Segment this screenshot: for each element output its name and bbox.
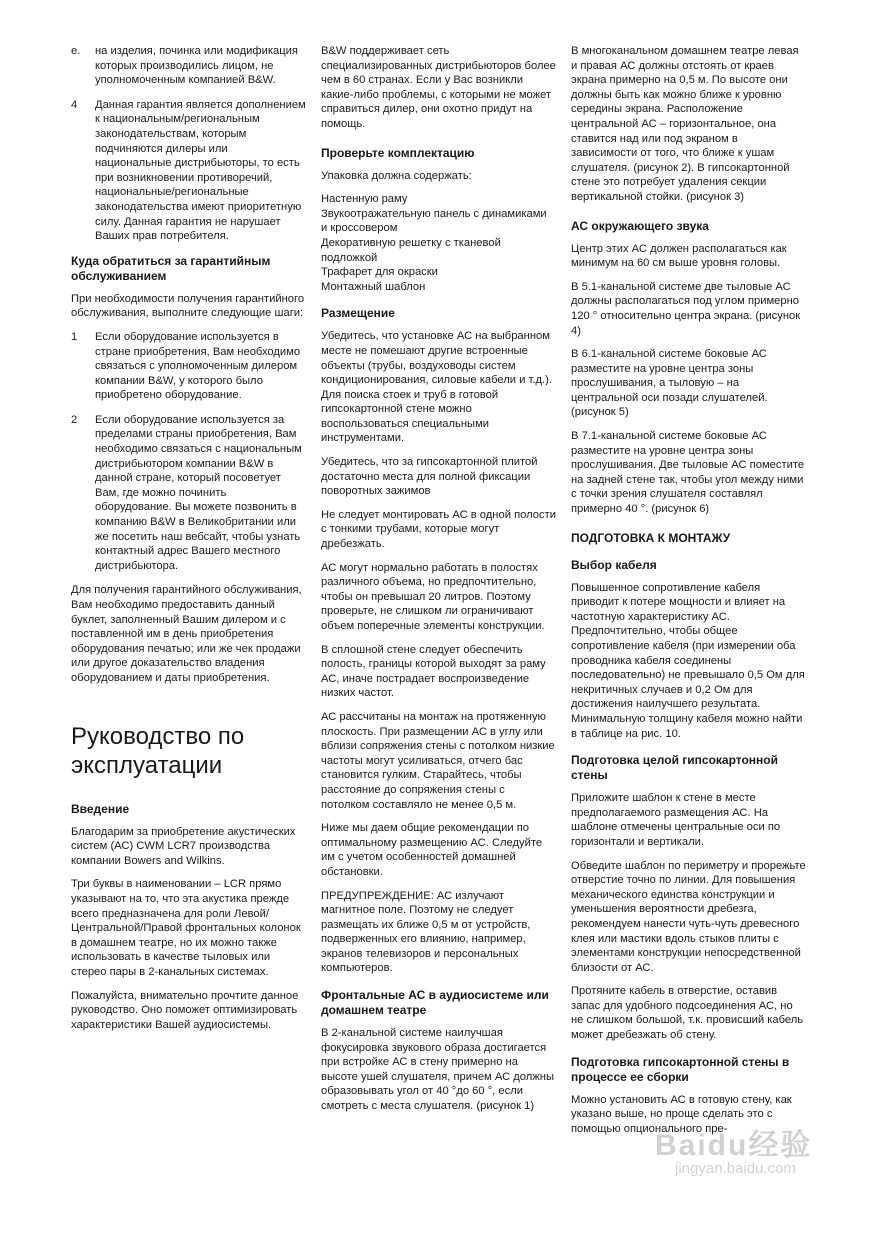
column-1: [71, 44, 306, 1041]
section-heading-cable-choice: Выбор кабеля: [571, 557, 657, 572]
paragraph: В сплошной стене следует обеспечить полость, границы которой выходят за раму АС, иначе пострадает воспроизведение низких частот.: [321, 643, 546, 700]
list-item: Трафарет для окраски: [321, 266, 438, 279]
section-heading-surround: АС окружающего звука: [571, 218, 709, 233]
paragraph: В 6.1-канальной системе боковые АС разместите на уровне центра зоны прослушивания, а тыловую – на центральной оси позади слушателей. (рисунок 5): [571, 348, 768, 419]
paragraph: Повышенное сопротивление кабеля приводит к потере мощности и влияет на частотную характеристику АС. Предпочтительно, чтобы общее сопротивление кабеля (при измерении оба проводника кабеля соединены последовательно) не превышало 0,5 Ом для некритичных случаев и 0,2 Ом для достижения наилучшего результата. Минимальную толщину кабеля можно найти в таблице на рис. 10.: [571, 581, 805, 740]
section-heading-intro: Введение: [71, 801, 130, 816]
list-text: Данная гарантия является дополнением к национальным/региональным законодательствам, которым подчиняются дилеры или национальные дистрибьюторы, то есть при возникновении противоречий, национальные/региональные законодательства имеют приоритетную силу. Данная гарантия не нарушает Ваших прав потребителя.: [95, 98, 306, 243]
list-marker: e.: [71, 45, 81, 57]
column-3: [571, 44, 806, 1145]
list-item: [71, 330, 306, 403]
section-heading-front-speakers: Фронтальные АС в аудиосистеме или домашнем театре: [321, 988, 549, 1018]
paragraph: B&W поддерживает сеть специализированных дистрибьюторов более чем в 60 странах. Если у Вас возникли какие-либо проблемы, с которыми не может справиться дилер, они охотно придут на помощь.: [321, 45, 556, 130]
list-item: Звукоотражательную панель с динамиками и кроссовером: [321, 207, 547, 235]
paragraph: В многоканальном домашнем театре левая и правая АС должны отстоять от краев экрана примерно на 0,5 м. По высоте они должны быть как можно ближе к уровню середины экрана. Расположение центральной АС – горизонтальное, она ставится над или под экраном в зависимости от того, что ближе к ушам слушателя. (рисунок 2). В гипсокартонной стене это потребует удаления секции вертикальной стойки. (рисунок 3): [571, 45, 799, 203]
paragraph: Для получения гарантийного обслуживания, Вам необходимо предоставить данный буклет, заполненный Вашим дилером и с поставленной им в день приобретения оборудования печатью; или же чек продажи или другое доказательство владения оборудованием и даты приобретения.: [71, 584, 302, 684]
section-heading-installation-prep: ПОДГОТОВКА К МОНТАЖУ: [571, 530, 731, 545]
paragraph: Благодарим за приобретение акустических систем (АС) CWM LCR7 производства компании Bowers and Wilkins.: [71, 825, 296, 867]
paragraph: В 2-канальной системе наилучшая фокусировка звукового образа достигается при встройке АС в стену примерно на высоте ушей слушателя, причем АС должны образовывать угол от 40 °до 60 °, если смотреть с места слушателя. (рисунок 1): [321, 1027, 554, 1113]
paragraph: Обведите шаблон по периметру и прорежьте отверстие точно по линии. Для повышения механического единства конструкции и уменьшения вероятности дребезга, рекомендуем нанести чуть-чуть древесного клея или мастики вдоль стыков плиты с элементами конструкции непосредственной близости от АС.: [571, 859, 806, 974]
paragraph: Приложите шаблон к стене в месте предполагаемого размещения АС. На шаблоне отмечены центральные оси по горизонтали и вертикали.: [571, 792, 781, 848]
paragraph: АС могут нормально работать в полостях различного объема, но предпочтительно, чтобы он превышал 20 литров. Поэтому проверьте, не слишком ли ограничивают объем поперечные элементы конструкции.: [321, 561, 545, 632]
list-text: Если оборудование используется в стране приобретения, Вам необходимо связаться с уполномоченным дилером компании B&W, у которого было приобретено оборудование.: [95, 330, 301, 402]
section-heading-warranty-service: Куда обратиться за гарантийным обслуживанием: [71, 253, 271, 283]
contents-list: [321, 192, 556, 294]
list-item: Монтажный шаблон: [321, 280, 426, 293]
list-text: на изделия, починка или модификация которых производились лицом, не уполномоченным компанией B&W.: [95, 45, 298, 87]
manual-title: Руководство по эксплуатации: [71, 722, 245, 779]
list-item: [71, 413, 306, 574]
paragraph: Упаковка должна содержать:: [321, 169, 472, 182]
section-heading-check-contents: Проверьте комплектацию: [321, 145, 475, 160]
list-item: Настенную раму: [321, 193, 408, 206]
paragraph: ПРЕДУПРЕЖДЕНИЕ: АС излучают магнитное поле. Поэтому не следует размещать их ближе 0,5 м от устройств, подверженных его влиянию, например, экранов телевизоров и персональных компьютеров.: [321, 889, 531, 975]
list-marker: 2: [71, 413, 78, 426]
paragraph: Не следует монтировать АС в одной полости с тонкими трубами, которые могут дребезжать.: [321, 508, 556, 551]
section-heading-placement: Размещение: [321, 306, 395, 321]
list-text: Если оборудование используется за пределами страны приобретения, Вам необходимо связаться с национальным дистрибьютором компании B&W в данной стране, который посоветует Вам, где можно починить оборудование. Вы можете позвонить в компанию B&W в Великобритании или же посетить наш вебсайт, чтобы узнать контактный адрес Вашего местного дистрибьютора.: [95, 413, 302, 572]
paragraph: Убедитесь, что установке АС на выбранном месте не помешают другие встроенные объекты (трубы, воздуховоды систем кондиционирования, силовые кабели и т.д.). Для поиска стоек и труб в готовой гипсокартонной стене можно воспользоваться специальными инструментами.: [321, 330, 552, 445]
paragraph: Центр этих АС должен располагаться как минимум на 60 см выше уровня головы.: [571, 242, 787, 270]
watermark-url: jingyan.baidu.com: [675, 1160, 796, 1177]
section-heading-drywall-assembly: Подготовка гипсокартонной стены в процессе ее сборки: [571, 1054, 790, 1084]
section-heading-drywall: Подготовка целой гипсокартонной стены: [571, 753, 779, 783]
watermark-logo-text: Baidu经验: [655, 1129, 813, 1162]
paragraph: Пожалуйста, внимательно прочтите данное руководство. Оно поможет оптимизировать характеристики Вашей аудиосистемы.: [71, 989, 299, 1031]
paragraph: АС рассчитаны на монтаж на протяженную плоскость. При размещении АС в углу или вблизи сопряжения стены с потолком низкие частоты могут усиливаться, отчего бас становится гулким. Старайтесь, чтобы расстояние до сопряжения стены с потолком составляло не менее 0,5 м.: [321, 710, 555, 811]
paragraph: В 7.1-канальной системе боковые АС разместите на уровне центра зоны прослушивания. Две тыловые АС поместите на задней стене так, чтобы угол между ними с точки зрения слушателя составлял примерно 40 °. (рисунок 6): [571, 430, 805, 516]
paragraph: При необходимости получения гарантийного обслуживания, выполните следующие шаги:: [71, 292, 305, 320]
paragraph: Убедитесь, что за гипсокартонной плитой достаточно места для полной фиксации поворотных зажимов: [321, 456, 538, 498]
paragraph: Ниже мы даем общие рекомендации по оптимальному размещению АС. Следуйте им с учетом особенностей домашней обстановки.: [321, 822, 543, 878]
paragraph: Протяните кабель в отверстие, оставив запас для удобного подсоединения АС, но не слишком большой, т.к. провисший кабель может дребезжать об стену.: [571, 985, 804, 1042]
list-item: Декоративную решетку с тканевой подложкой: [321, 236, 501, 264]
paragraph: Три буквы в наименовании – LCR прямо указывают на то, что эта акустика прежде всего предназначена для роли Левой/Центральной/Правой фронтальных колонок в домашнем театре, но их можно также использовать в качестве тыловых или стерео пары в 2-канальных системах.: [71, 878, 301, 978]
list-marker: 4: [71, 98, 78, 111]
column-2: [321, 44, 556, 1123]
paragraph: Можно установить АС в готовую стену, как указано выше, но проще сделать это с помощью опционального пре-: [571, 1093, 792, 1135]
list-item: [71, 98, 306, 244]
paragraph: В 5.1-канальной системе две тыловые АС должны располагаться под углом примерно 120 ° относительно центра экрана. (рисунок 4): [571, 280, 801, 337]
list-item: [71, 44, 306, 88]
list-marker: 1: [71, 330, 78, 343]
